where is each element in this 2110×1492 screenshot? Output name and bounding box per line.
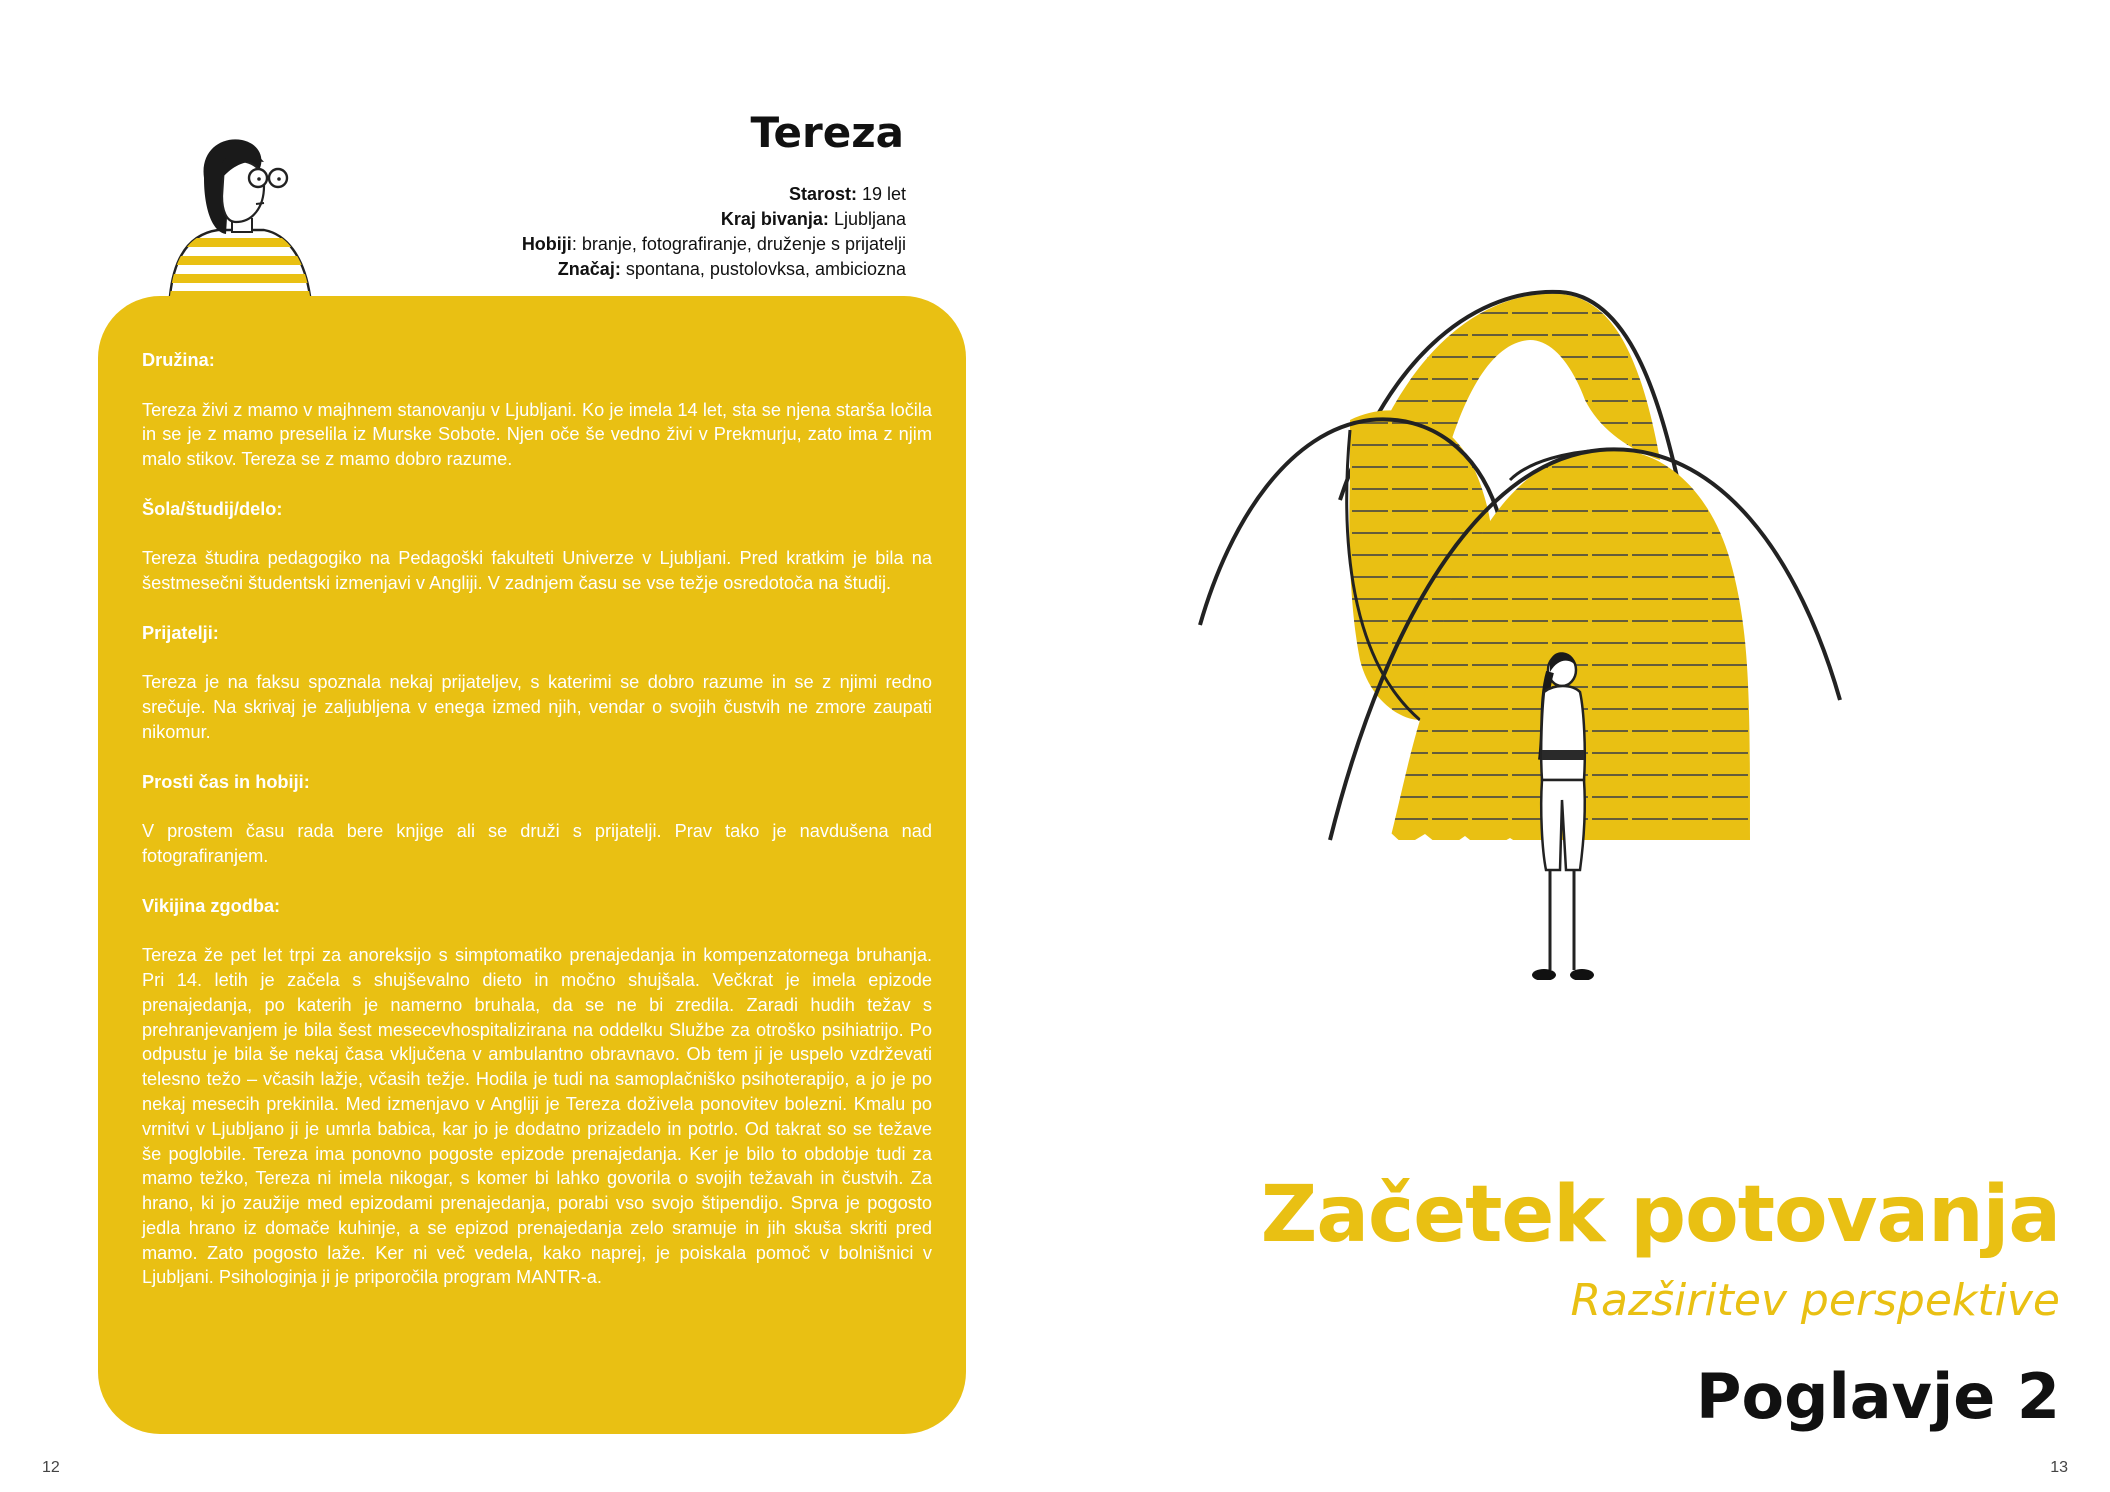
section-text-story: Tereza že pet let trpi za anoreksijo s simptomatiko prenajedanja in kompenzatornega bruhanja. Pri 14. letih je začela s shujševalno dieto in močno shujšala. Večkrat je imela epizode prenajedanja, po katerih je namerno bruhala, da se ne bi zredila. Zaradi hudih težav s prehranjevanjem je bila šest mesecevhospitalizirana na oddelku Službe za otroško psihiatrijo. Po odpustu je bila še nekaj časa vključena v ambulantno obravnavo. Ob tem ji je uspelo vzdrževati telesno težo – včasih lažje, včasih težje. Hodila je tudi na samoplačniško psihoterapijo, a jo je po nekaj mesecih prekinila. Med izmenjavo v Angliji je Tereza doživela ponovitev bolezni. Kmalu po vrnitvi v Ljubljano ji je umrla babica, kar jo je dodatno prizadelo in potrlo. Od takrat so se težave še poglobile. Tereza ima ponovno pogoste epizode prenajedanja. Ker je bilo to obdobje tudi za mamo težko, Tereza ni imela nikogar, s komer bi lahko govorila o svojih težavah in čustvih. Za hrano, ki jo zaužije med epizodami prenajedanja, porabi vso svojo štipendijo. Sprva je pogosto jedla hrano iz domače kuhinje, a se epizod prenajedanja zelo sramuje in jih skuša skriti pred mamo. Zato pogosto laže. Ker ni več vedela, kako naprej, je poiskala pomoč v bolnišnici v Ljubljani. Psihologinja ji je priporočila program MANTR-a. — [142, 945, 932, 1288]
character-name: Tereza — [750, 108, 904, 157]
section-text-school: Tereza študira pedagogiko na Pedagoški fakulteti Univerze v Ljubljani. Pred kratkim je bila na šestmesečni študentski izmenjavi v Angliji. V zadnjem času se vse težje osredotoča na študij. — [142, 548, 932, 594]
journey-scene-illustration — [1190, 280, 1950, 980]
chapter-number: Poglavje 2 — [1696, 1360, 2060, 1433]
character-portrait-illustration — [160, 138, 330, 298]
section-heading-story: Vikijina zgodba: — [142, 895, 281, 916]
section-heading-hobbies: Prosti čas in hobiji: — [142, 771, 310, 792]
info-hobbies: Hobiji: branje, fotografiranje, druženje s prijatelji — [521, 234, 906, 254]
info-residence: Kraj bivanja: Ljubljana — [720, 209, 906, 229]
page-number-right: 13 — [2050, 1459, 2068, 1476]
section-text-family: Tereza živi z mamo v majhnem stanovanju v Ljubljani. Ko je imela 14 let, sta se njena starša ločila in se je z mamo preselila iz Murske Sobote. Njen oče še vedno živi v Prekmurju, zato ima z njim malo stikov. Tereza se z mamo dobro razume. — [142, 399, 932, 470]
info-age: Starost: 19 let — [788, 184, 906, 204]
section-heading-family: Družina: — [142, 350, 215, 370]
character-info — [522, 182, 906, 282]
section-heading-school: Šola/študij/delo: — [142, 498, 283, 519]
character-profile-card — [98, 296, 966, 1434]
section-heading-friends: Prijatelji: — [142, 622, 219, 643]
page-number-left: 12 — [42, 1459, 60, 1476]
profile-content — [142, 348, 932, 1315]
chapter-subtitle: Razširitev perspektive — [1570, 1275, 2060, 1326]
info-character: Značaj: spontana, pustolovksa, ambiciozna — [557, 259, 906, 279]
section-text-hobbies: V prostem času rada bere knjige ali se druži s prijatelji. Prav tako je navdušena nad fotografiranjem. — [142, 821, 932, 866]
section-text-friends: Tereza je na faksu spoznala nekaj prijateljev, s katerimi se dobro razume in se z njimi redno srečuje. Na skrivaj je zaljubljena v enega izmed njih, vendar o svojih čustvih ne zmore zaupati nikomur. — [142, 672, 932, 742]
chapter-title: Začetek potovanja — [1260, 1170, 2060, 1260]
